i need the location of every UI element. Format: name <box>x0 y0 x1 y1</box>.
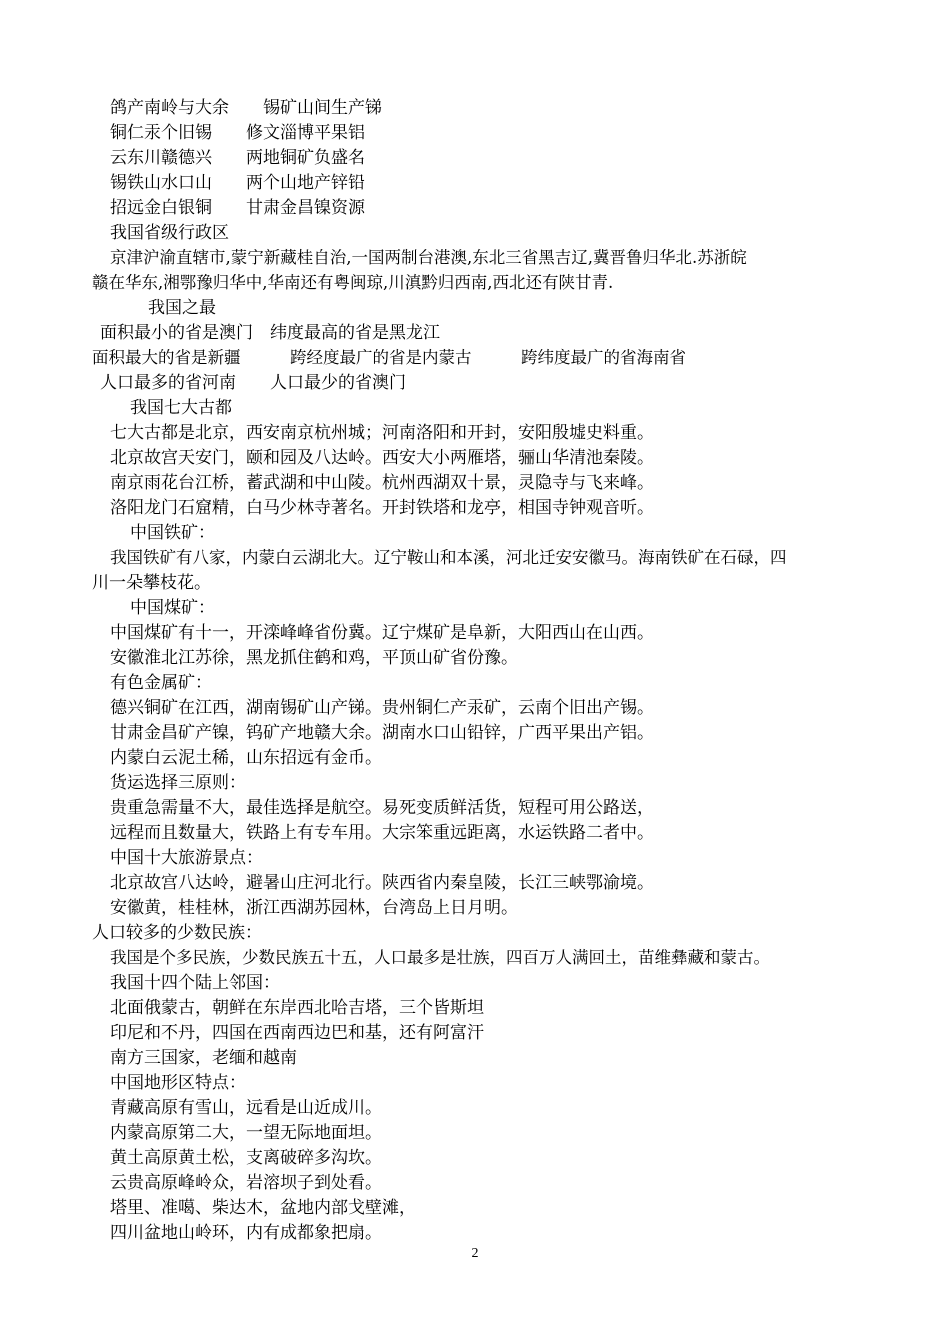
text-line: 面积最小的省是澳门 纬度最高的省是黑龙江 <box>100 323 440 343</box>
text-line: 北面俄蒙古，朝鲜在东岸西北哈吉塔，三个皆斯坦 <box>110 998 484 1018</box>
text-line: 招远金白银铜 甘肃金昌镍资源 <box>110 198 365 218</box>
text-line: 安徽淮北江苏徐，黑龙抓住鹤和鸡，平顶山矿省份豫。 <box>110 648 518 668</box>
section-heading: 我国七大古都 <box>130 398 232 418</box>
text-line: 甘肃金昌矿产镍，钨矿产地赣大余。湖南水口山铅锌，广西平果出产铝。 <box>110 723 654 743</box>
section-heading: 有色金属矿： <box>110 673 212 693</box>
section-heading: 货运选择三原则： <box>110 773 246 793</box>
text-line: 面积最大的省是新疆 跨经度最广的省是内蒙古 跨纬度最广的省海南省 <box>92 348 686 367</box>
text-line: 四川盆地山岭环，内有成都象把扇。 <box>110 1223 382 1243</box>
text-line: 南京雨花台江桥，蓄武湖和中山陵。杭州西湖双十景，灵隐寺与飞来峰。 <box>110 473 654 493</box>
section-heading: 中国地形区特点： <box>110 1073 246 1093</box>
text-line: 黄土高原黄土松，支离破碎多沟坎。 <box>110 1148 382 1168</box>
text-line: 北京故宫八达岭，避暑山庄河北行。陕西省内秦皇陵，长江三峡鄂渝境。 <box>110 873 654 893</box>
section-heading: 我国省级行政区 <box>110 223 229 243</box>
text-line: 云东川赣德兴 两地铜矿负盛名 <box>110 148 365 168</box>
text-line: 青藏高原有雪山，远看是山近成川。 <box>110 1098 382 1118</box>
text-line: 锡铁山水口山 两个山地产锌铅 <box>110 173 365 193</box>
text-line: 我国铁矿有八家，内蒙白云湖北大。辽宁鞍山和本溪，河北迁安安徽马。海南铁矿在石碌，四 <box>110 548 787 567</box>
text-line: 印尼和不丹，四国在西南西边巴和基，还有阿富汗 <box>110 1023 484 1043</box>
section-heading: 中国煤矿： <box>130 598 215 618</box>
text-line: 远程而且数量大，铁路上有专车用。大宗笨重远距离，水运铁路二者中。 <box>110 823 654 843</box>
text-line: 中国煤矿有十一，开滦峰峰省份冀。辽宁煤矿是阜新，大阳西山在山西。 <box>110 623 654 643</box>
section-heading: 中国铁矿： <box>130 523 215 543</box>
text-line: 铜仁汞个旧锡 修文淄博平果铝 <box>110 123 365 143</box>
text-line: 德兴铜矿在江西，湖南锡矿山产锑。贵州铜仁产汞矿，云南个旧出产锡。 <box>110 698 654 718</box>
page-number: 2 <box>471 1246 479 1261</box>
text-line: 七大古都是北京，西安南京杭州城；河南洛阳和开封，安阳殷墟史料重。 <box>110 423 654 443</box>
text-line: 云贵高原峰岭众，岩溶坝子到处看。 <box>110 1173 382 1193</box>
text-line: 洛阳龙门石窟精，白马少林寺著名。开封铁塔和龙亭，相国寺钟观音听。 <box>110 498 654 518</box>
text-line: 人口最多的省河南 人口最少的省澳门 <box>100 373 406 393</box>
text-line: 贵重急需量不大，最佳选择是航空。易死变质鲜活货，短程可用公路送， <box>110 798 654 818</box>
text-line: 鸽产南岭与大余 锡矿山间生产锑 <box>110 98 382 118</box>
text-line: 我国是个多民族，少数民族五十五，人口最多是壮族，四百万人满回土，苗维彝藏和蒙古。 <box>110 948 770 967</box>
text-line: 京津沪渝直辖市,蒙宁新藏桂自治,一国两制台港澳,东北三省黑吉辽,冀晋鲁归华北.苏浙皖 <box>110 248 747 267</box>
text-line: 南方三国家，老缅和越南 <box>110 1048 297 1068</box>
section-heading: 我国之最 <box>148 298 216 318</box>
text-line: 川一朵攀枝花。 <box>92 573 211 593</box>
text-line: 北京故宫天安门，颐和园及八达岭。西安大小两雁塔，骊山华清池秦陵。 <box>110 448 654 468</box>
section-heading: 人口较多的少数民族： <box>92 923 262 943</box>
text-line: 内蒙白云泥土稀，山东招远有金币。 <box>110 748 382 768</box>
section-heading: 中国十大旅游景点： <box>110 848 263 868</box>
text-line: 塔里、准噶、柴达木，盆地内部戈壁滩， <box>110 1198 416 1218</box>
text-line: 赣在华东,湘鄂豫归华中,华南还有粤闽琼,川滇黔归西南,西北还有陕甘青. <box>92 273 614 292</box>
section-heading: 我国十四个陆上邻国： <box>110 973 280 993</box>
text-line: 内蒙高原第二大，一望无际地面坦。 <box>110 1123 382 1143</box>
text-line: 安徽黄，桂桂林，浙江西湖苏园林，台湾岛上日月明。 <box>110 898 518 918</box>
